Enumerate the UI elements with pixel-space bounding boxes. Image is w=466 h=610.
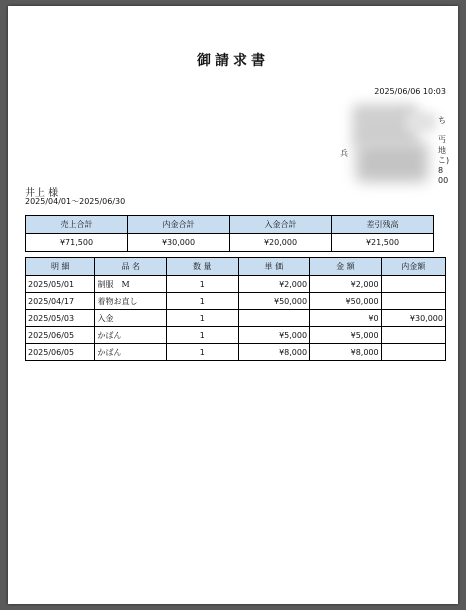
row-amount: ¥50,000	[310, 293, 382, 310]
details-header-amount: 金 額	[310, 258, 382, 276]
issuer-edge-char: 8	[438, 166, 444, 175]
row-qty: 1	[167, 276, 239, 293]
row-price	[238, 310, 310, 327]
details-header-item: 品 名	[95, 258, 167, 276]
row-date: 2025/05/01	[26, 276, 95, 293]
details-header-detail: 明 細	[26, 258, 95, 276]
summary-sales-total: ¥71,500	[26, 234, 128, 252]
row-item: かばん	[95, 344, 167, 361]
summary-value-row	[26, 234, 434, 252]
customer-name: 井上 様	[25, 188, 59, 199]
row-date: 2025/06/05	[26, 327, 95, 344]
row-date: 2025/04/17	[26, 293, 95, 310]
row-deposit: ¥30,000	[381, 310, 445, 327]
row-deposit	[381, 293, 445, 310]
row-amount: ¥0	[310, 310, 382, 327]
table-row	[26, 276, 446, 293]
row-qty: 1	[167, 327, 239, 344]
details-header-qty: 数 量	[167, 258, 239, 276]
row-amount: ¥8,000	[310, 344, 382, 361]
row-qty: 1	[167, 310, 239, 327]
row-item: 制服 M	[95, 276, 167, 293]
row-price: ¥5,000	[238, 327, 310, 344]
summary-balance: ¥21,500	[332, 234, 434, 252]
issuer-edge-char: こ)	[438, 156, 450, 165]
table-row	[26, 344, 446, 361]
summary-header-sales: 売上合計	[26, 216, 128, 234]
row-deposit	[381, 327, 445, 344]
details-header-deposit: 内金額	[381, 258, 445, 276]
row-price: ¥8,000	[238, 344, 310, 361]
details-header-row	[26, 258, 446, 276]
row-price: ¥2,000	[238, 276, 310, 293]
summary-header-row	[26, 216, 434, 234]
details-header-price: 単 価	[238, 258, 310, 276]
table-row	[26, 310, 446, 327]
summary-table	[25, 215, 434, 252]
row-item: 入金	[95, 310, 167, 327]
row-qty: 1	[167, 293, 239, 310]
row-qty: 1	[167, 344, 239, 361]
row-price: ¥50,000	[238, 293, 310, 310]
issuer-edge-char: ち	[438, 116, 446, 125]
table-row	[26, 293, 446, 310]
row-deposit	[381, 344, 445, 361]
summary-header-deposit: 内金合計	[128, 216, 230, 234]
summary-payment-total: ¥20,000	[230, 234, 332, 252]
summary-header-payment: 入金合計	[230, 216, 332, 234]
row-date: 2025/06/05	[26, 344, 95, 361]
details-table	[25, 257, 446, 361]
invoice-page	[8, 6, 458, 604]
summary-header-balance: 差引残高	[332, 216, 434, 234]
row-item: かばん	[95, 327, 167, 344]
issuer-edge-char: 丐	[438, 135, 446, 144]
issuer-edge-char: 地	[438, 146, 446, 155]
document-title: 御請求書	[197, 53, 269, 69]
summary-deposit-total: ¥30,000	[128, 234, 230, 252]
row-item: 着物お直し	[95, 293, 167, 310]
row-amount: ¥5,000	[310, 327, 382, 344]
billing-period: 2025/04/01～2025/06/30	[25, 197, 126, 206]
issue-datetime: 2025/06/06 10:03	[374, 87, 446, 96]
row-amount: ¥2,000	[310, 276, 382, 293]
redacted-issuer-info	[340, 98, 450, 190]
row-deposit	[381, 276, 445, 293]
issuer-edge-left-char: 兵	[340, 149, 348, 158]
issuer-edge-char: 00	[438, 176, 449, 185]
table-row	[26, 327, 446, 344]
row-date: 2025/05/03	[26, 310, 95, 327]
